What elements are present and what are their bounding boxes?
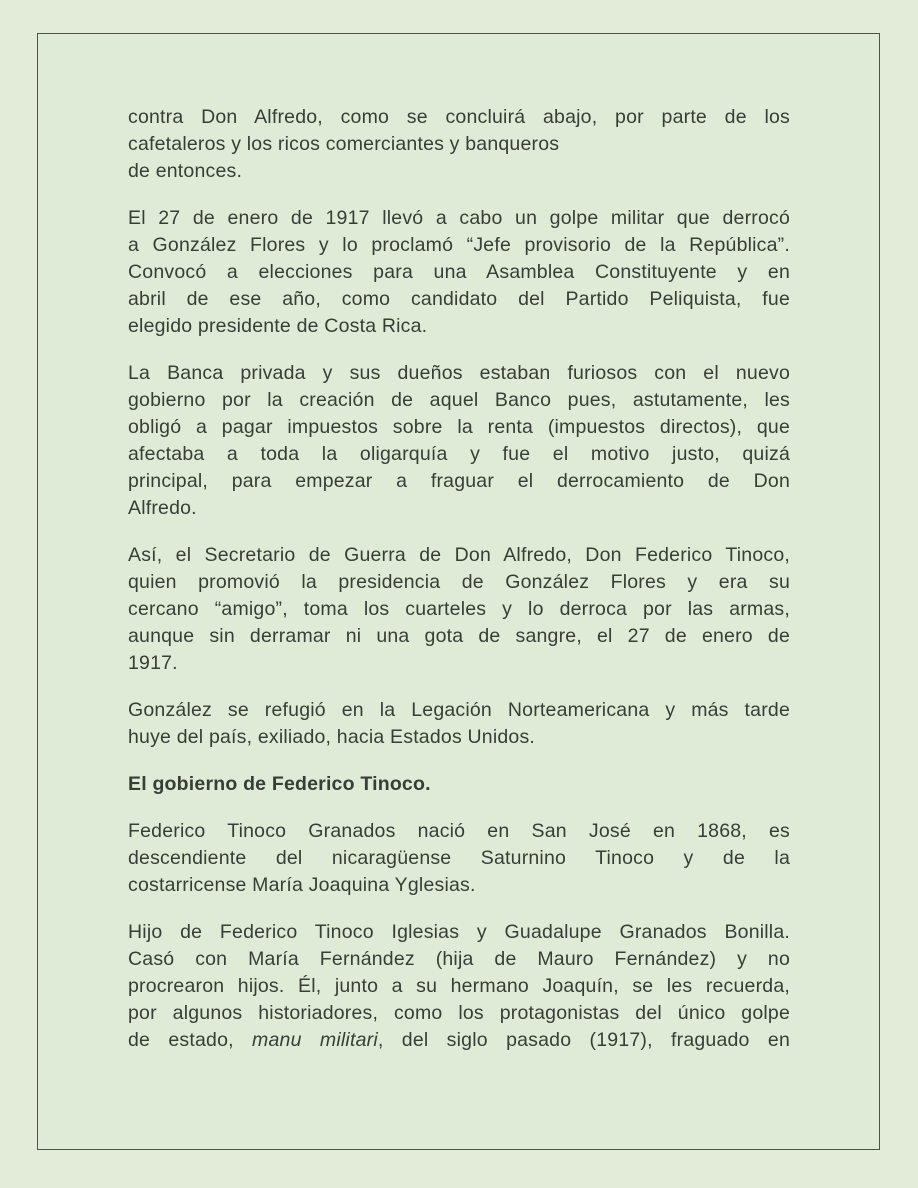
text-line: [128, 771, 790, 798]
paragraph-banca-privada: [128, 360, 790, 522]
text-segment: Casó con María Fernández (hija de Mauro Fernández) y no: [128, 948, 790, 970]
text-line: [128, 919, 790, 946]
text-segment: cafetaleros y los ricos comerciantes y banqueros: [128, 133, 560, 155]
paragraph-continuation: [128, 104, 790, 185]
text-line: [128, 818, 790, 845]
text-line: [128, 872, 790, 899]
text-segment: contra Don Alfredo, como se concluirá abajo, por parte de los: [128, 106, 790, 128]
text-segment: procrearon hijos. Él, junto a su hermano Joaquín, se les recuerda,: [128, 975, 790, 997]
text-segment: principal, para empezar a fraguar el derrocamiento de Don: [128, 470, 790, 492]
text-line: [128, 596, 790, 623]
text-segment: aunque sin derramar ni una gota de sangre, el 27 de enero de: [128, 625, 790, 647]
text-line: [128, 232, 790, 259]
text-segment: de estado,: [128, 1029, 253, 1051]
paragraph-hijo-de: [128, 919, 790, 1054]
document-body: [128, 104, 790, 1054]
text-line: [128, 468, 790, 495]
italic-phrase: manu militari: [252, 1029, 378, 1051]
text-line: [128, 441, 790, 468]
text-segment: Convocó a elecciones para una Asamblea Constituyente y en: [128, 261, 790, 283]
text-line: [128, 542, 790, 569]
text-line: [128, 414, 790, 441]
text-segment: Así, el Secretario de Guerra de Don Alfredo, Don Federico Tinoco,: [128, 544, 790, 566]
text-segment: cercano “amigo”, toma los cuarteles y lo derroca por las armas,: [128, 598, 790, 620]
text-segment: de entonces.: [128, 160, 243, 182]
text-line: [128, 286, 790, 313]
text-segment: gobierno por la creación de aquel Banco pues, astutamente, les: [128, 389, 790, 411]
paragraph-refugio: [128, 697, 790, 751]
text-segment: , del siglo pasado (1917), fraguado en: [377, 1029, 790, 1051]
text-line: [128, 650, 790, 677]
text-segment: Alfredo.: [128, 497, 197, 519]
text-line: [128, 1000, 790, 1027]
text-line: [128, 973, 790, 1000]
text-line: [128, 946, 790, 973]
paragraph-golpe-1917: [128, 205, 790, 340]
text-segment: González se refugió en la Legación Norteamericana y más tarde: [128, 699, 790, 721]
text-line: [128, 104, 790, 131]
text-line: [128, 205, 790, 232]
text-line: [128, 724, 790, 751]
text-line: [128, 259, 790, 286]
text-line: [128, 313, 790, 340]
text-line: [128, 697, 790, 724]
text-segment: abril de ese año, como candidato del Partido Peliquista, fue: [128, 288, 790, 310]
text-line: [128, 495, 790, 522]
text-segment: obligó a pagar impuestos sobre la renta (impuestos directos), que: [128, 416, 790, 438]
text-segment: El gobierno de Federico Tinoco.: [128, 773, 431, 795]
paragraph-tinoco-granados: [128, 818, 790, 899]
text-segment: costarricense María Joaquina Yglesias.: [128, 874, 476, 896]
text-line: [128, 158, 790, 185]
text-segment: huye del país, exiliado, hacia Estados Unidos.: [128, 726, 536, 748]
text-segment: 1917.: [128, 652, 178, 674]
text-segment: elegido presidente de Costa Rica.: [128, 315, 428, 337]
text-segment: descendiente del nicaragüense Saturnino Tinoco y de la: [128, 847, 790, 869]
text-segment: El 27 de enero de 1917 llevó a cabo un golpe militar que derrocó: [128, 207, 790, 229]
text-segment: quien promovió la presidencia de González Flores y era su: [128, 571, 790, 593]
text-segment: por algunos historiadores, como los protagonistas del único golpe: [128, 1002, 790, 1024]
text-line: [128, 845, 790, 872]
text-line: [128, 387, 790, 414]
section-heading-gobierno-tinoco: [128, 771, 790, 798]
text-line: [128, 569, 790, 596]
text-segment: Federico Tinoco Granados nació en San José en 1868, es: [128, 820, 790, 842]
text-line: [128, 1027, 790, 1054]
text-segment: a González Flores y lo proclamó “Jefe provisorio de la República”.: [128, 234, 790, 256]
text-line: [128, 623, 790, 650]
text-segment: afectaba a toda la oligarquía y fue el motivo justo, quizá: [128, 443, 790, 465]
text-segment: Hijo de Federico Tinoco Iglesias y Guadalupe Granados Bonilla.: [128, 921, 790, 943]
page-frame: [37, 33, 880, 1150]
text-line: [128, 131, 790, 158]
text-segment: La Banca privada y sus dueños estaban furiosos con el nuevo: [128, 362, 790, 384]
paragraph-secretario-guerra: [128, 542, 790, 677]
text-line: [128, 360, 790, 387]
